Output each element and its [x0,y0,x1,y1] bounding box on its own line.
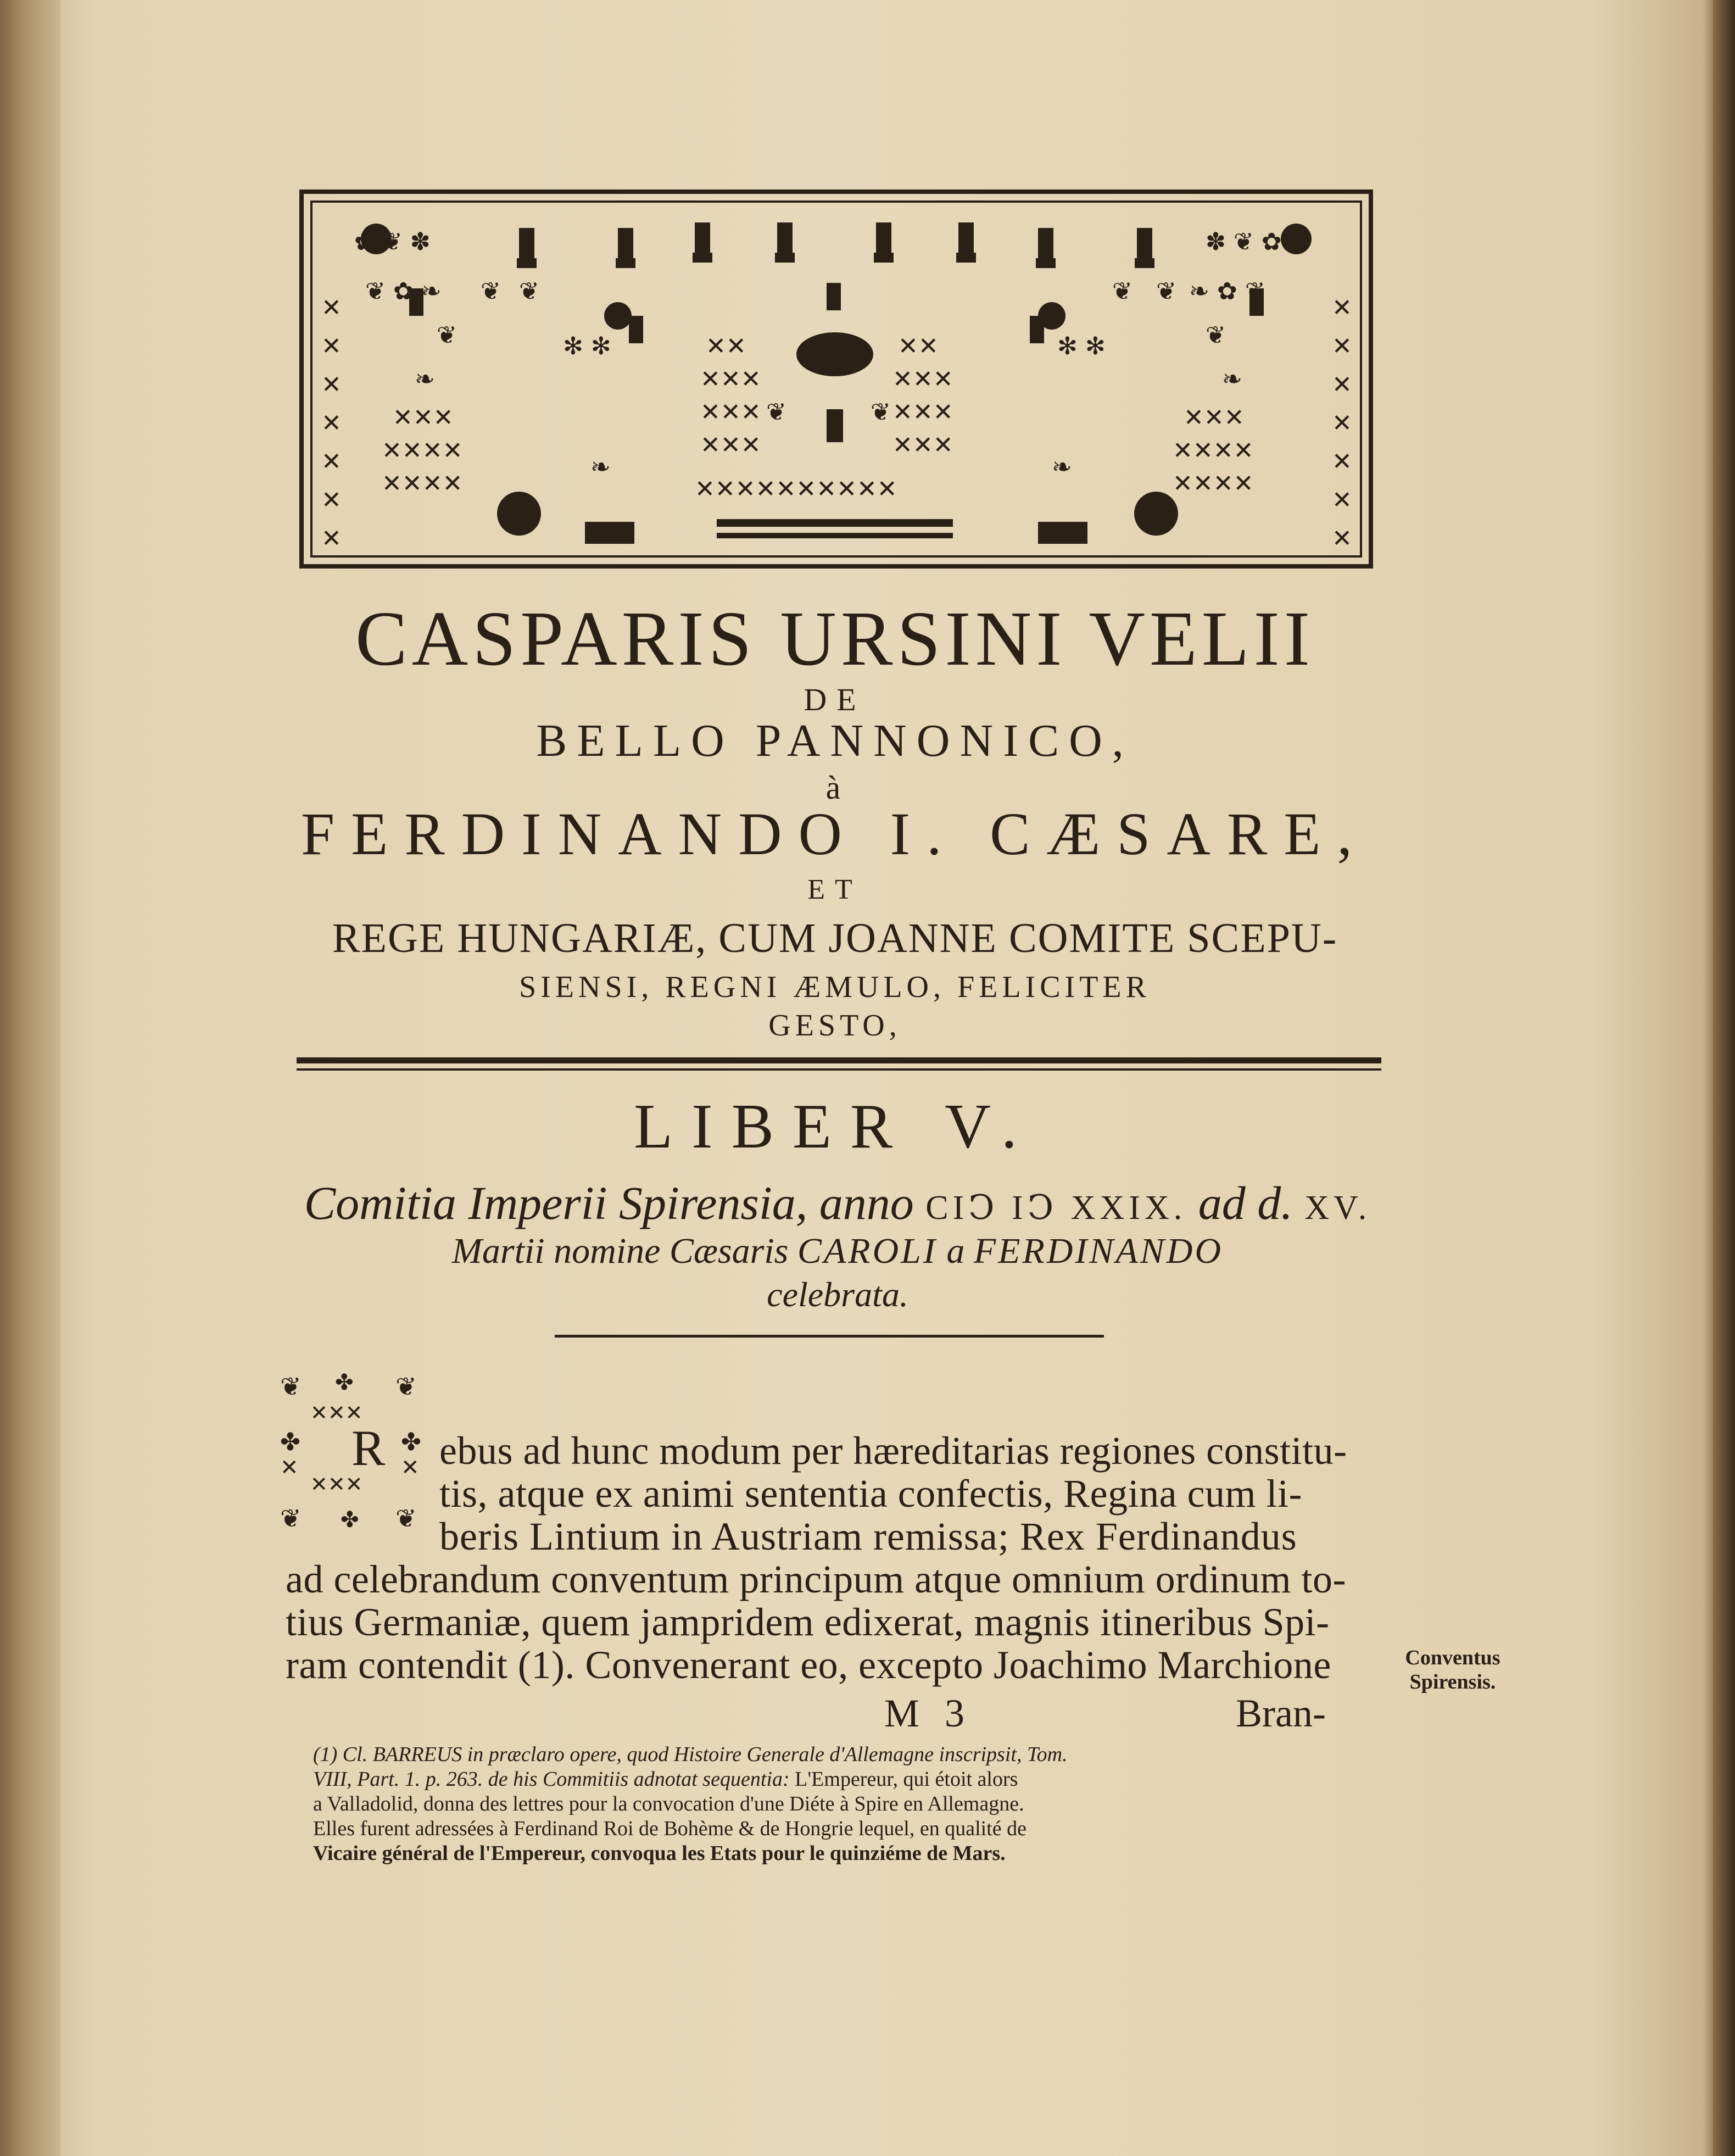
title-author: CASPARIS URSINI VELII [355,595,1315,682]
title-et: ET [807,874,862,905]
svg-text:✕: ✕ [1332,525,1352,553]
svg-text:✕✕✕: ✕✕✕ [892,431,953,459]
svg-text:✕: ✕ [280,1455,299,1480]
svg-text:✕✕✕: ✕✕✕ [700,398,761,426]
svg-text:✕✕✕: ✕✕✕ [310,1401,363,1425]
svg-text:✕✕✕✕: ✕✕✕✕ [382,470,463,498]
summary-ferdinando: FERDINANDO [973,1231,1224,1271]
svg-text:❦: ❦ [1156,277,1176,305]
svg-text:✕: ✕ [1332,448,1352,476]
summary-line-1 [275,1176,1401,1230]
svg-text:✤: ✤ [341,1507,359,1533]
svg-text:❦: ❦ [871,398,891,426]
summary-text: a [946,1231,965,1271]
body-line: tis, atque ex animi sententia confectis, Regina cum li- [439,1472,1303,1516]
footnote-line: a Valladolid, donna des lettres pour la convocation d'une Diéte à Spire en Allemagne. [313,1792,1024,1815]
drop-cap-letter: R [352,1420,386,1476]
svg-text:✕✕✕✕✕✕✕✕✕✕: ✕✕✕✕✕✕✕✕✕✕ [695,475,897,503]
svg-text:✕: ✕ [321,448,342,476]
title-ferdinando: FERDINANDO I. CÆSARE, [301,800,1369,867]
svg-text:✕: ✕ [321,294,342,322]
title-siensi: SIENSI, REGNI ÆMULO, FELICITER [519,970,1151,1004]
footnote-line: (1) Cl. BARREUS in præclaro opere, quod Histoire Generale d'Allemagne inscripsit, Tom. [313,1743,1068,1766]
svg-text:✕: ✕ [1332,486,1352,514]
svg-text:❧: ❧ [415,365,435,393]
svg-text:✕✕✕: ✕✕✕ [1184,404,1245,432]
title-rege: REGE HUNGARIÆ, CUM JOANNE COMITE SCEPU- [332,915,1338,961]
svg-text:✽ ❦ ✿: ✽ ❦ ✿ [1206,228,1282,256]
svg-text:✕: ✕ [321,486,342,514]
svg-text:✕✕: ✕✕ [706,332,746,360]
summary-line-2 [275,1230,1401,1272]
title-de: DE [804,682,866,717]
svg-text:✕: ✕ [321,371,342,399]
svg-text:❦: ❦ [395,1503,417,1533]
summary-text: Comitia Imperii Spirensia, anno [304,1177,914,1229]
svg-text:✕: ✕ [321,409,342,437]
footnote-line: Elles furent adressées à Ferdinand Roi de Bohème & de Hongrie lequel, en qualité de [313,1817,1027,1840]
svg-text:✕: ✕ [1332,332,1352,360]
summary-day: XV. [1304,1189,1371,1227]
svg-text:❦ ✿ ❧: ❦ ✿ ❧ [365,277,442,305]
svg-text:✻ ✻: ✻ ✻ [563,332,611,360]
summary-year: CIↃ IↃ XXIX. [925,1189,1187,1227]
ornamental-headpiece-icon [299,190,1373,569]
svg-text:❦: ❦ [1112,277,1133,305]
svg-text:✕✕✕: ✕✕✕ [310,1472,363,1496]
svg-text:✕✕: ✕✕ [898,332,939,360]
svg-text:✕: ✕ [1332,371,1352,399]
body-line: ebus ad hunc modum per hæreditarias regiones constitu- [439,1429,1347,1473]
footnote-citation: VIII, Part. 1. p. 263. de his Commitiis adnotat sequentia: [313,1768,790,1791]
svg-text:✕✕✕: ✕✕✕ [700,431,761,459]
svg-text:✕✕✕: ✕✕✕ [892,398,953,426]
svg-text:✻ ✻: ✻ ✻ [1057,332,1106,360]
body-line: tius Germaniæ, quem jampridem edixerat, magnis itineribus Spi- [286,1600,1330,1644]
svg-text:✕✕✕✕: ✕✕✕✕ [1173,470,1254,498]
svg-text:✕✕✕: ✕✕✕ [892,365,953,393]
thin-rule [297,1068,1381,1071]
svg-text:❧: ❧ [590,453,611,481]
summary-caroli: CAROLI [797,1231,938,1271]
summary-text: Martii nomine Cæsaris [451,1231,789,1271]
thick-rule [297,1057,1381,1063]
svg-text:✕✕✕✕: ✕✕✕✕ [382,437,463,465]
svg-text:✤: ✤ [280,1428,300,1456]
double-rule-divider [297,1057,1381,1074]
svg-text:❦: ❦ [437,321,457,349]
body-line: ram contendit (1). Convenerant eo, excepto Joachimo Marchione [286,1643,1331,1687]
footnote-quote: L'Empereur, qui étoit alors [789,1768,1018,1791]
catchword: Bran- [1236,1691,1326,1735]
body-line: ad celebrandum conventum principum atque omnium ordinum to- [286,1557,1347,1601]
book-spine-shadow [0,0,60,2156]
title-a: à [825,770,844,806]
summary-text: ad d. [1198,1177,1293,1229]
svg-text:❦: ❦ [481,277,501,305]
svg-text:❦: ❦ [766,398,786,426]
svg-text:✕✕✕✕: ✕✕✕✕ [1173,437,1254,465]
body-line: beris Lintium in Austriam remissa; Rex Ferdinandus [439,1514,1297,1558]
footnote-line: Vicaire général de l'Empereur, convoqua les Etats pour le quinziéme de Mars. [313,1842,1006,1865]
title-work: BELLO PANNONICO, [536,715,1134,766]
svg-text:❧ ✿ ❦: ❧ ✿ ❦ [1189,277,1265,305]
svg-text:✕: ✕ [1332,294,1352,322]
page-edge-shadow [1713,0,1735,2156]
svg-text:✤: ✤ [335,1370,354,1395]
svg-text:❦: ❦ [519,277,539,305]
svg-text:✕: ✕ [321,332,342,360]
svg-text:✕: ✕ [321,525,342,553]
svg-text:❧: ❧ [1222,365,1242,393]
footnote-line [313,1769,1018,1790]
marginal-note: Spirensis. [1409,1670,1496,1693]
svg-text:❦: ❦ [280,1372,302,1401]
signature-mark: M 3 [884,1691,973,1735]
title-gesto: GESTO, [768,1009,901,1043]
short-rule-divider [555,1335,1104,1338]
svg-text:❦: ❦ [280,1503,302,1533]
svg-text:✕: ✕ [1332,409,1352,437]
marginal-note: Conventus [1405,1646,1500,1669]
svg-text:✿ ❦ ✽: ✿ ❦ ✽ [354,228,431,256]
svg-text:❦: ❦ [395,1372,417,1401]
svg-text:✤: ✤ [401,1428,421,1456]
svg-text:✕: ✕ [401,1455,420,1480]
svg-text:✕✕✕: ✕✕✕ [393,404,454,432]
book-number-heading: LIBER V. [634,1091,1036,1162]
svg-text:❦: ❦ [1206,321,1226,349]
summary-line-3: celebrata. [767,1275,908,1314]
svg-text:❧: ❧ [1052,453,1072,481]
svg-text:✕✕✕: ✕✕✕ [700,365,761,393]
